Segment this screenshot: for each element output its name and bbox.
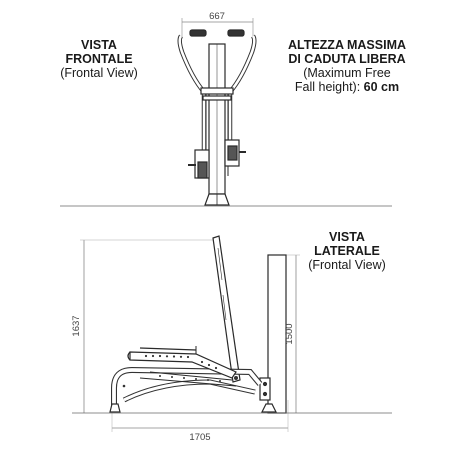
front-view-title: VISTA FRONTALE [65, 38, 133, 66]
front-width-dimension: 667 [209, 11, 225, 22]
fall-height-line3: (Maximum Free [303, 66, 391, 80]
front-view-drawing [180, 18, 255, 205]
side-view-subtitle: (Frontal View) [308, 258, 386, 272]
side-view-drawing [80, 236, 300, 432]
front-view-subtitle: (Frontal View) [60, 66, 138, 80]
fall-height-line4-prefix: Fall height): [294, 80, 364, 94]
fall-height-value: 60 cm [363, 80, 400, 94]
post-height-dimension: 1500 [284, 323, 295, 345]
fall-height-line1: ALTEZZA MASSIMA [287, 38, 407, 52]
total-length-dimension: 1705 [189, 432, 211, 443]
side-view-title: VISTA LATERALE [314, 230, 380, 258]
total-height-dimension: 1637 [71, 315, 82, 337]
fall-height-line2: DI CADUTA LIBERA [288, 52, 406, 66]
